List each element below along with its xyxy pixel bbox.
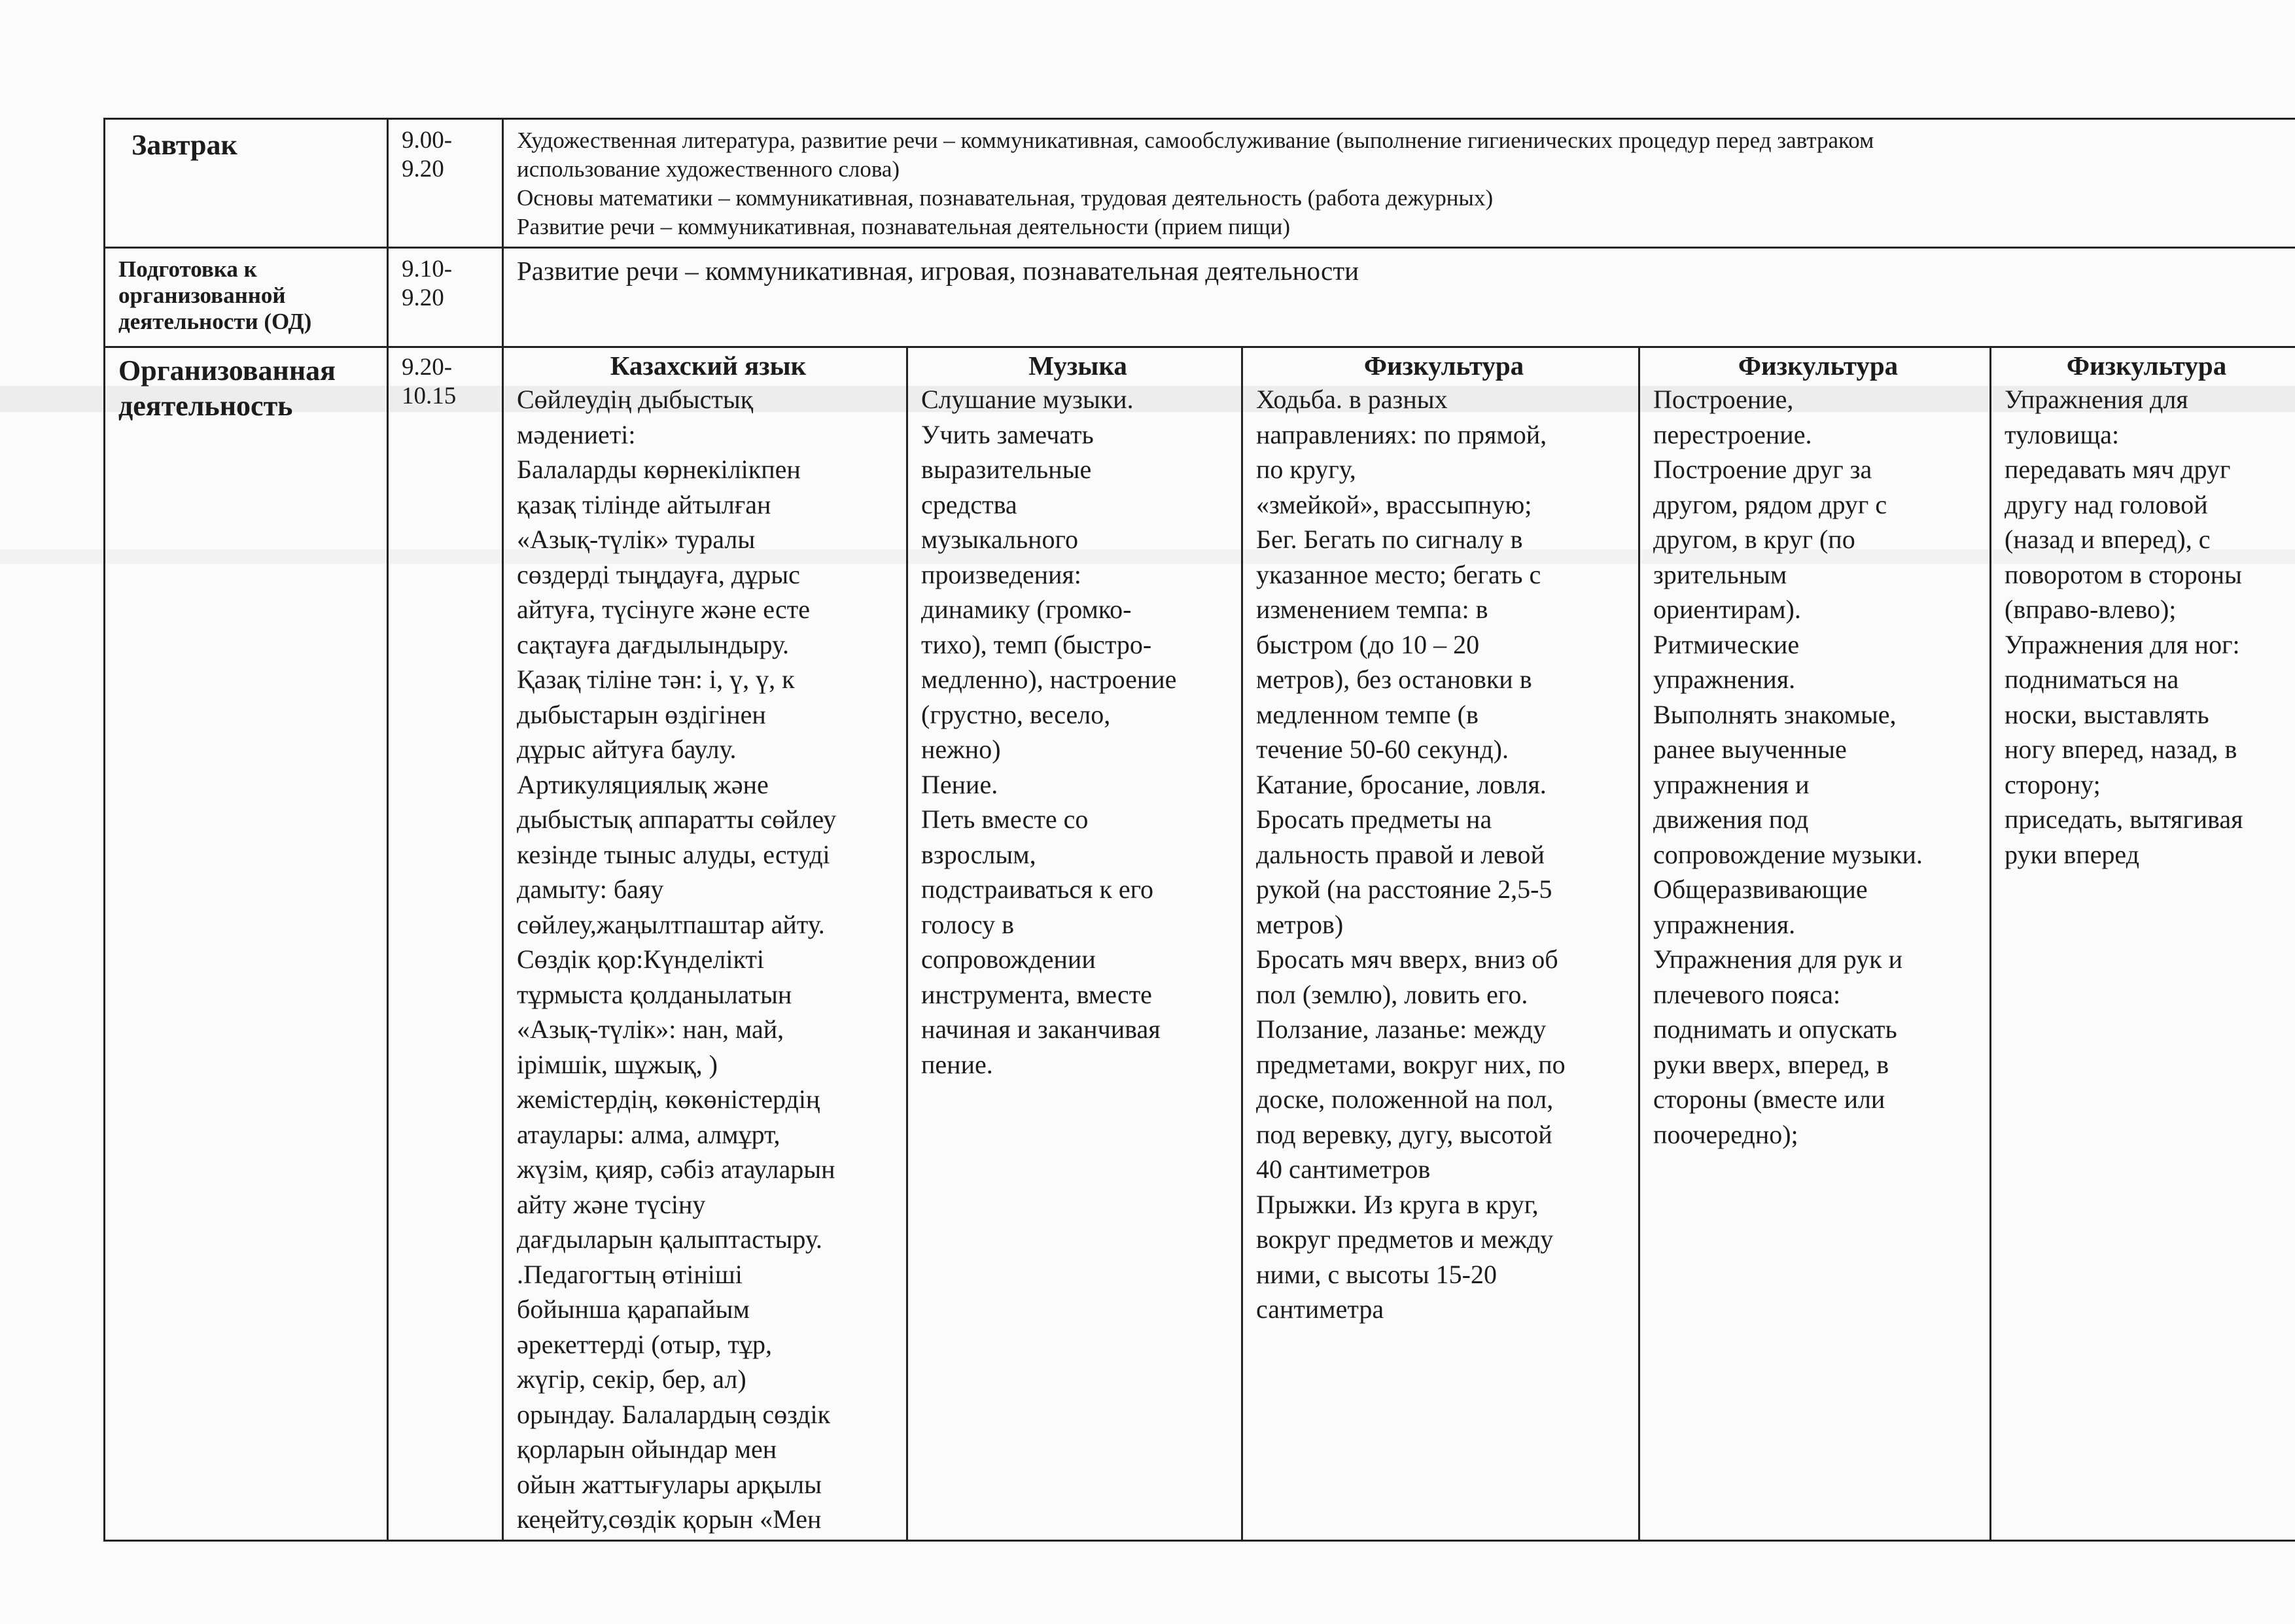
- content-line: сопровождении: [921, 944, 1096, 974]
- content-line: подстраиваться к его: [921, 874, 1154, 904]
- content-line: сопровождение музыки.: [1653, 839, 1923, 869]
- content-line: Прыжки. Из круга в круг,: [1256, 1189, 1539, 1219]
- content-line: зрительным: [1653, 559, 1787, 589]
- content-line: руки вперед: [2005, 839, 2139, 869]
- schedule-table: [103, 118, 2295, 1542]
- content-line: вокруг предметов и между: [1256, 1224, 1554, 1254]
- column-body: [921, 382, 1235, 1082]
- content-line: Артикуляциялық және: [517, 769, 769, 799]
- label-line: деятельность: [118, 390, 293, 422]
- content-line: «змейкой», врассыпную;: [1256, 489, 1532, 519]
- activity-line: Основы математики – коммуникативная, познавательная, трудовая деятельность (работа дежурных): [517, 185, 1494, 211]
- content-line: голосу в: [921, 909, 1014, 939]
- content-line: сантиметра: [1256, 1294, 1384, 1324]
- content-line: приседать, вытягивая: [2005, 804, 2243, 834]
- content-line: средства: [921, 489, 1017, 519]
- content-line: поднимать и опускать: [1653, 1014, 1897, 1044]
- content-line: «Азық-түлік»: нан, май,: [517, 1014, 784, 1044]
- content-line: туловища:: [2005, 419, 2120, 449]
- content-line: орындау. Балалардың сөздік: [517, 1399, 831, 1429]
- content-line: под веревку, дугу, высотой: [1256, 1119, 1552, 1149]
- time-start: 9.20-: [402, 354, 453, 381]
- content-line: быстром (до 10 – 20: [1256, 629, 1480, 659]
- content-line: доске, положенной на пол,: [1256, 1084, 1554, 1114]
- content-line: Бросать мяч вверх, вниз об: [1256, 944, 1558, 974]
- time-end: 10.15: [402, 383, 457, 409]
- content-line: пение.: [921, 1049, 993, 1079]
- content-line: айту және түсіну: [517, 1189, 706, 1219]
- content-line: метров): [1256, 909, 1344, 939]
- content-line: Ритмические: [1653, 629, 1800, 659]
- time-end: 9.20: [402, 156, 444, 182]
- content-line: пол (землю), ловить его.: [1256, 979, 1528, 1009]
- column-body: [1653, 382, 1983, 1152]
- content-line: руки вверх, вперед, в: [1653, 1049, 1889, 1079]
- content-line: предметами, вокруг них, по: [1256, 1049, 1566, 1079]
- column-pe-2: [1639, 347, 1991, 1541]
- breakfast-time: [388, 119, 503, 248]
- column-music: [907, 347, 1242, 1541]
- row-preparation: [105, 248, 2295, 347]
- row-breakfast: [105, 119, 2295, 248]
- content-line: Общеразвивающие: [1653, 874, 1868, 904]
- content-line: медленном темпе (в: [1256, 699, 1479, 729]
- organized-time: [388, 347, 503, 1541]
- column-kazakh: [503, 347, 907, 1541]
- content-line: нежно): [921, 734, 1001, 764]
- content-line: медленно), настроение: [921, 665, 1177, 694]
- content-line: Выполнять знакомые,: [1653, 699, 1897, 729]
- content-line: Ползание, лазанье: между: [1256, 1014, 1547, 1044]
- activity-line: Художественная литература, развитие речи – коммуникативная, самообслуживание (выполнение гигиенических процедур перед завтраком: [517, 128, 1874, 153]
- content-line: тихо), темп (быстро-: [921, 629, 1152, 659]
- content-line: передавать мяч друг: [2005, 455, 2231, 484]
- content-line: (вправо-влево);: [2005, 595, 2177, 624]
- content-line: дағдыларын қалыптастыру.: [517, 1224, 822, 1254]
- content-line: ойын жаттығулары арқылы: [517, 1469, 822, 1499]
- content-line: поворотом в стороны: [2005, 559, 2242, 589]
- content-line: дальность правой и левой: [1256, 839, 1545, 869]
- column-body: [1256, 382, 1632, 1327]
- column-title: Физкультура: [2066, 351, 2227, 381]
- content-line: Бросать предметы на: [1256, 804, 1492, 834]
- content-line: Бег. Бегать по сигналу в: [1256, 525, 1523, 554]
- label-line: организованной: [118, 283, 286, 308]
- content-line: Слушание музыки.: [921, 385, 1134, 414]
- content-line: 40 сантиметров: [1256, 1154, 1431, 1184]
- organized-label: [105, 347, 388, 1541]
- content-line: .Педагогтың өтініші: [517, 1259, 743, 1289]
- content-line: тұрмыста қолданылатын: [517, 979, 792, 1009]
- activity-line: Развитие речи – коммуникативная, игровая, познавательная деятельности: [517, 256, 1359, 286]
- content-line: взрослым,: [921, 839, 1036, 869]
- schedule-sheet: [103, 118, 2295, 1542]
- content-line: әрекеттерді (отыр, тұр,: [517, 1329, 772, 1359]
- time-start: 9.10-: [402, 256, 453, 283]
- column-title: Музыка: [1028, 351, 1127, 381]
- label-line: деятельности (ОД): [118, 309, 312, 334]
- content-line: другом, рядом друг с: [1653, 489, 1887, 519]
- content-line: Упражнения для рук и: [1653, 944, 1902, 974]
- content-line: сөйлеу,жаңылтпаштар айту.: [517, 909, 825, 939]
- content-line: подниматься на: [2005, 665, 2179, 694]
- column-pe-3: [1991, 347, 2295, 1541]
- content-line: Учить замечать: [921, 419, 1094, 449]
- breakfast-label: [105, 119, 388, 248]
- column-pe-1: [1242, 347, 1639, 1541]
- column-body: [2005, 382, 2288, 872]
- content-line: Қазақ тіліне тән: і, ү, ү, к: [517, 665, 795, 694]
- content-line: дұрыс айтуға баулу.: [517, 734, 737, 764]
- content-line: дыбыстарын өздігінен: [517, 699, 766, 729]
- content-line: Катание, бросание, ловля.: [1256, 769, 1547, 799]
- content-line: сторону;: [2005, 769, 2101, 799]
- content-line: кеңейту,сөздік қорын «Мен: [517, 1504, 822, 1534]
- row-organized: [105, 347, 2295, 1541]
- content-line: (грустно, весело,: [921, 699, 1111, 729]
- content-line: указанное место; бегать с: [1256, 559, 1541, 589]
- content-line: Балаларды көрнекілікпен: [517, 455, 801, 484]
- content-line: движения под: [1653, 804, 1809, 834]
- content-line: выразительные: [921, 455, 1092, 484]
- content-line: перестроение.: [1653, 419, 1812, 449]
- content-line: изменением темпа: в: [1256, 595, 1488, 624]
- content-line: (назад и вперед), с: [2005, 525, 2211, 554]
- content-line: носки, выставлять: [2005, 699, 2209, 729]
- content-line: ними, с высоты 15-20: [1256, 1259, 1497, 1289]
- breakfast-activities: [503, 119, 2295, 248]
- content-line: мәдениеті:: [517, 419, 636, 449]
- content-line: жүзім, қияр, сәбіз атауларын: [517, 1154, 835, 1184]
- content-line: музыкального: [921, 525, 1078, 554]
- preparation-label: [105, 248, 388, 347]
- content-line: бойынша қарапайым: [517, 1294, 750, 1324]
- content-line: Пение.: [921, 769, 998, 799]
- content-line: кезінде тыныс алуды, естуді: [517, 839, 830, 869]
- content-line: другом, в круг (по: [1653, 525, 1855, 554]
- content-line: атаулары: алма, алмұрт,: [517, 1119, 780, 1149]
- column-title: Казахский язык: [610, 351, 807, 381]
- content-line: направлениях: по прямой,: [1256, 419, 1547, 449]
- column-title: Физкультура: [1363, 351, 1524, 381]
- content-line: течение 50-60 секунд).: [1256, 734, 1509, 764]
- content-line: ориентирам).: [1653, 595, 1801, 624]
- activity-line: использование художественного слова): [517, 156, 900, 182]
- content-line: рукой (на расстояние 2,5-5: [1256, 874, 1552, 904]
- content-line: қазақ тілінде айтылған: [517, 489, 771, 519]
- content-line: Петь вместе со: [921, 804, 1089, 834]
- activity-line: Развитие речи – коммуникативная, познавательная деятельности (прием пищи): [517, 214, 1291, 239]
- content-line: ранее выученные: [1653, 734, 1847, 764]
- content-line: айтуға, түсінуге және есте: [517, 595, 810, 624]
- preparation-time: [388, 248, 503, 347]
- content-line: Построение друг за: [1653, 455, 1872, 484]
- breakfast-label-text: Завтрак: [131, 129, 237, 161]
- content-line: дамыту: баяу: [517, 874, 664, 904]
- content-line: другу над головой: [2005, 489, 2208, 519]
- content-line: Сөйлеудің дыбыстық: [517, 385, 754, 414]
- content-line: ногу вперед, назад, в: [2005, 734, 2237, 764]
- content-line: Упражнения для: [2005, 385, 2188, 414]
- content-line: Упражнения для ног:: [2005, 629, 2240, 659]
- content-line: дыбыстық аппаратты сөйлеу: [517, 804, 837, 834]
- label-line: Организованная: [118, 354, 336, 387]
- time-end: 9.20: [402, 285, 444, 311]
- column-body: [517, 382, 900, 1537]
- content-line: упражнения.: [1653, 909, 1796, 939]
- content-line: инструмента, вместе: [921, 979, 1152, 1009]
- content-line: қорларын ойындар мен: [517, 1434, 777, 1464]
- content-line: упражнения и: [1653, 769, 1810, 799]
- column-title: Физкультура: [1738, 351, 1899, 381]
- content-line: сақтауға дағдылындыру.: [517, 629, 789, 659]
- label-line: Подготовка к: [118, 256, 257, 282]
- time-start: 9.00-: [402, 127, 453, 154]
- content-line: динамику (громко-: [921, 595, 1132, 624]
- content-line: метров), без остановки в: [1256, 665, 1532, 694]
- preparation-activities: [503, 248, 2295, 347]
- content-line: начиная и заканчивая: [921, 1014, 1161, 1044]
- content-line: ірімшік, шұжық, ): [517, 1049, 718, 1079]
- content-line: стороны (вместе или: [1653, 1084, 1885, 1114]
- content-line: Построение,: [1653, 385, 1794, 414]
- content-line: произведения:: [921, 559, 1081, 589]
- content-line: жемістердің, көкөністердің: [517, 1084, 820, 1114]
- content-line: жүгір, секір, бер, ал): [517, 1364, 746, 1394]
- content-line: плечевого пояса:: [1653, 979, 1841, 1009]
- content-line: поочередно);: [1653, 1119, 1798, 1149]
- content-line: сөздерді тыңдауға, дұрыс: [517, 559, 800, 589]
- content-line: упражнения.: [1653, 665, 1796, 694]
- content-line: Ходьба. в разных: [1256, 385, 1448, 414]
- content-line: по кругу,: [1256, 455, 1356, 484]
- content-line: Сөздік қор:Күнделікті: [517, 944, 764, 974]
- content-line: «Азық-түлік» туралы: [517, 525, 756, 554]
